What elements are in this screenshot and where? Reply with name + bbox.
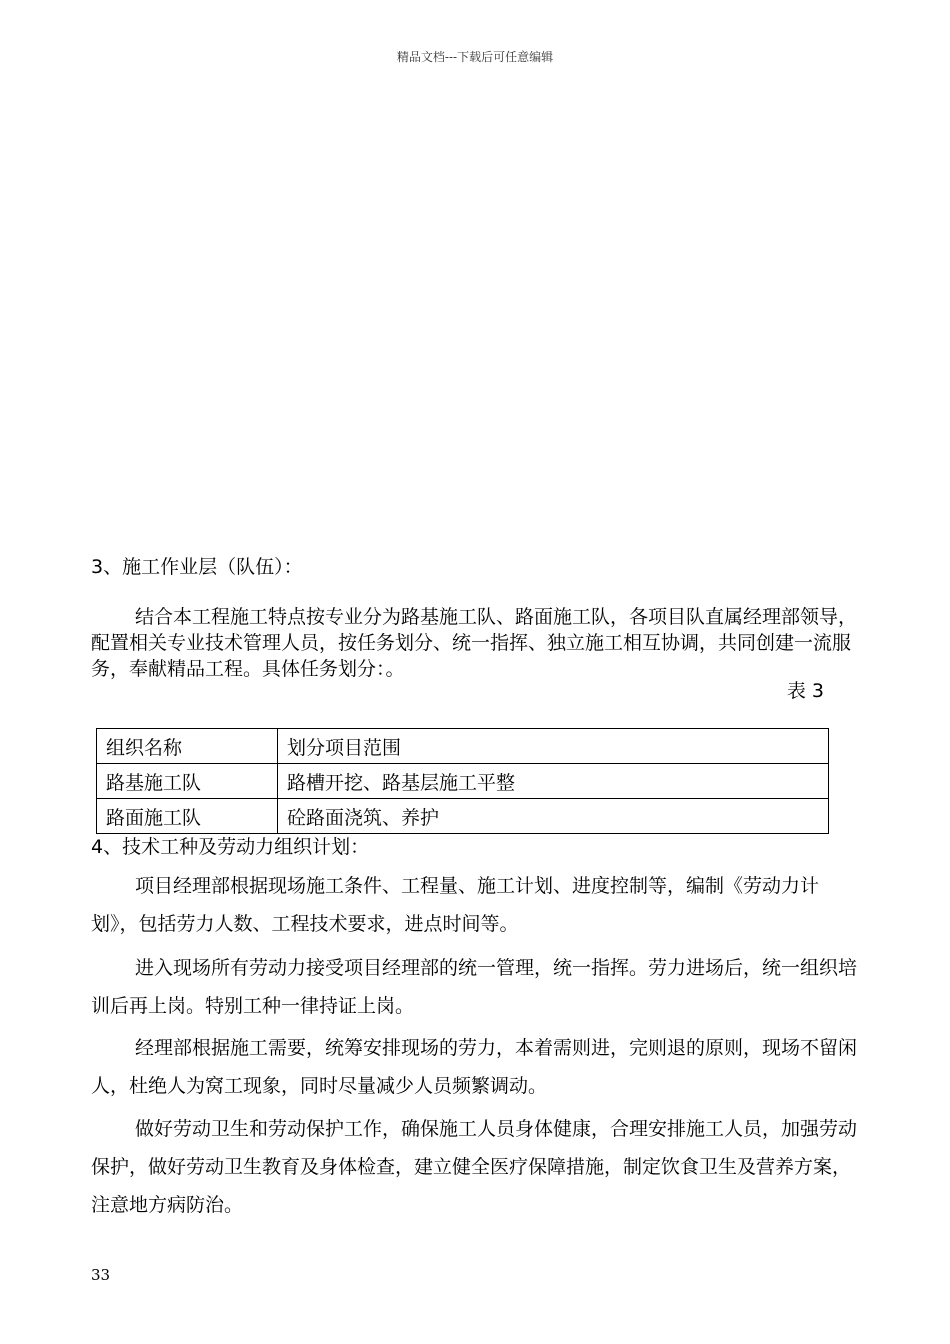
table-cell: 砼路面浇筑、养护 bbox=[278, 799, 829, 834]
task-division-table bbox=[96, 728, 829, 834]
section-4-paragraph-text: 进入现场所有劳动力接受项目经理部的统一管理，统一指挥。劳力进场后，统一组织培训后再上岗。特别工种一律持证上岗。 bbox=[91, 957, 858, 1017]
section-3-paragraph bbox=[91, 604, 863, 682]
section-4-paragraph bbox=[91, 949, 863, 1025]
table-header-row bbox=[97, 729, 829, 764]
page-number: 33 bbox=[91, 1266, 111, 1284]
section-4-paragraph-text: 项目经理部根据现场施工条件、工程量、施工计划、进度控制等，编制《劳动力计划》，包括劳力人数、工程技术要求，进点时间等。 bbox=[91, 875, 820, 935]
section-3-title: 3、施工作业层（队伍）： bbox=[91, 556, 303, 578]
section-4-title: 4、技术工种及劳动力组织计划： bbox=[91, 836, 370, 858]
table-header-cell: 划分项目范围 bbox=[278, 729, 829, 764]
section-4-paragraph bbox=[91, 1110, 863, 1224]
table-header-cell: 组织名称 bbox=[97, 729, 278, 764]
section-4-paragraph-text: 经理部根据施工需要，统筹安排现场的劳力，本着需则进，完则退的原则，现场不留闲人，杜绝人为窝工现象，同时尽量减少人员频繁调动。 bbox=[91, 1037, 858, 1097]
page-header: 精品文档---下载后可任意编辑 bbox=[396, 50, 554, 64]
section-4-paragraph-text: 做好劳动卫生和劳动保护工作，确保施工人员身体健康，合理安排施工人员，加强劳动保护，做好劳动卫生教育及身体检查，建立健全医疗保障措施，制定饮食卫生及营养方案，注意地方病防治。 bbox=[91, 1118, 858, 1216]
table-cell: 路基施工队 bbox=[97, 764, 278, 799]
table-cell: 路槽开挖、路基层施工平整 bbox=[278, 764, 829, 799]
section-3-paragraph-text: 结合本工程施工特点按专业分为路基施工队、路面施工队，各项目队直属经理部领导，配置相关专业技术管理人员，按任务划分、统一指挥、独立施工相互协调，共同创建一流服务，奉献精品工程。具体任务划分：。 bbox=[91, 606, 858, 680]
table-row bbox=[97, 799, 829, 834]
table-row bbox=[97, 764, 829, 799]
section-4-paragraph bbox=[91, 867, 863, 943]
table-caption: 表 3 bbox=[786, 680, 824, 702]
section-4-paragraph bbox=[91, 1029, 863, 1105]
table-cell: 路面施工队 bbox=[97, 799, 278, 834]
